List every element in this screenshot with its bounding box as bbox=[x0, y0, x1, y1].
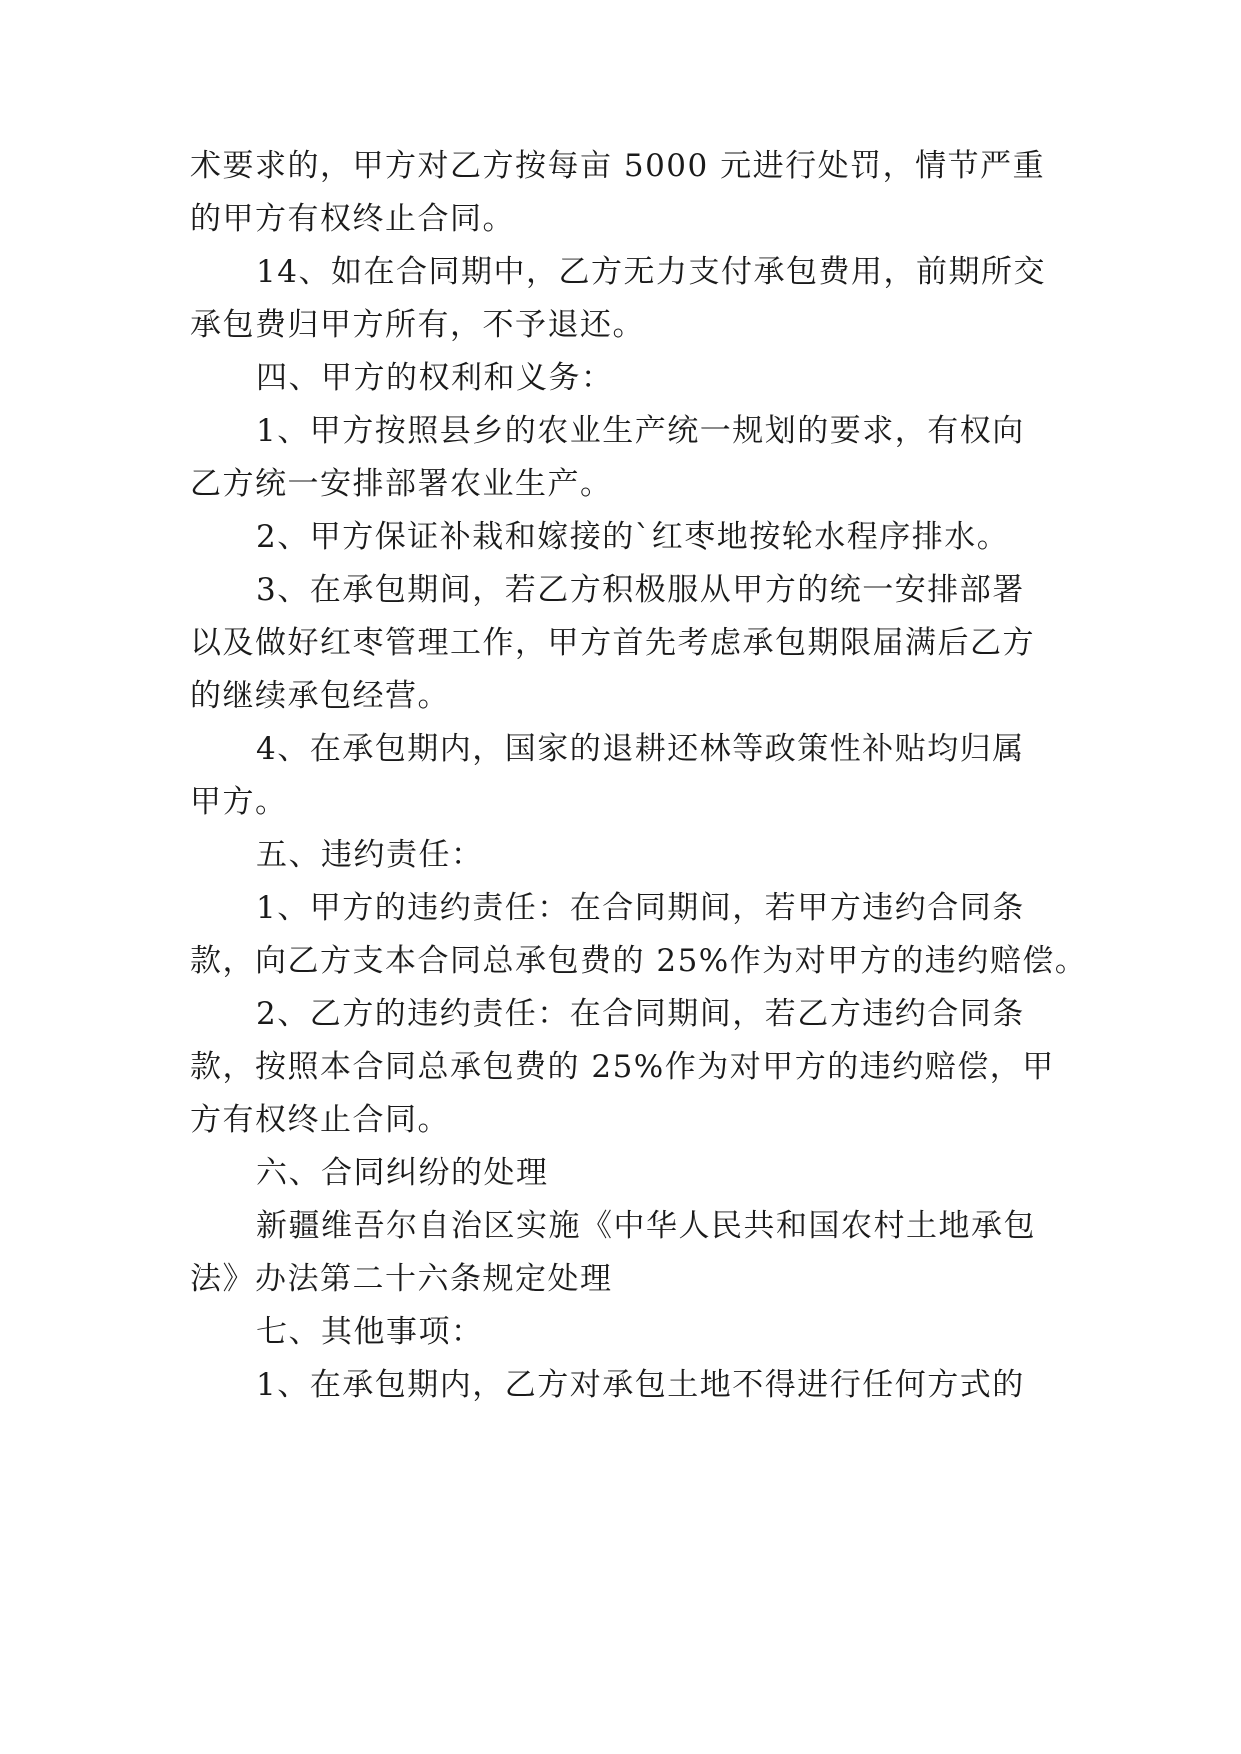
text-line: 款，向乙方支本合同总承包费的 25%作为对甲方的违约赔偿。 bbox=[190, 943, 1088, 979]
section-heading: 四、甲方的权利和义务： bbox=[256, 360, 614, 396]
text-line: 法》办法第二十六条规定处理 bbox=[190, 1261, 613, 1297]
text-line: 14、如在合同期中，乙方无力支付承包费用，前期所交 bbox=[256, 254, 1046, 290]
section-heading: 六、合同纠纷的处理 bbox=[256, 1155, 549, 1191]
text-line: 2、乙方的违约责任：在合同期间，若乙方违约合同条 bbox=[256, 996, 1025, 1032]
text-line: 3、在承包期间，若乙方积极服从甲方的统一安排部署 bbox=[256, 572, 1025, 608]
text-line: 甲方。 bbox=[190, 784, 288, 820]
text-line: 1、甲方的违约责任：在合同期间，若甲方违约合同条 bbox=[256, 890, 1025, 926]
text-line: 方有权终止合同。 bbox=[190, 1102, 450, 1138]
text-line: 4、在承包期内，国家的退耕还林等政策性补贴均归属 bbox=[256, 731, 1025, 767]
section-heading: 五、违约责任： bbox=[256, 837, 484, 873]
text-line: 的继续承包经营。 bbox=[190, 678, 450, 714]
section-heading: 七、其他事项： bbox=[256, 1314, 484, 1350]
text-line: 款，按照本合同总承包费的 25%作为对甲方的违约赔偿，甲 bbox=[190, 1049, 1055, 1085]
text-line: 2、甲方保证补栽和嫁接的`红枣地按轮水程序排水。 bbox=[256, 519, 1010, 555]
text-line: 新疆维吾尔自治区实施《中华人民共和国农村土地承包 bbox=[256, 1208, 1036, 1244]
text-line: 乙方统一安排部署农业生产。 bbox=[190, 466, 613, 502]
text-line: 术要求的，甲方对乙方按每亩 5000 元进行处罚，情节严重 bbox=[190, 148, 1046, 184]
text-line: 1、甲方按照县乡的农业生产统一规划的要求，有权向 bbox=[256, 413, 1025, 449]
text-line: 的甲方有权终止合同。 bbox=[190, 201, 515, 237]
text-line: 1、在承包期内，乙方对承包土地不得进行任何方式的 bbox=[256, 1367, 1025, 1403]
text-line: 以及做好红枣管理工作，甲方首先考虑承包期限届满后乙方 bbox=[190, 625, 1035, 661]
text-line: 承包费归甲方所有，不予退还。 bbox=[190, 307, 645, 343]
